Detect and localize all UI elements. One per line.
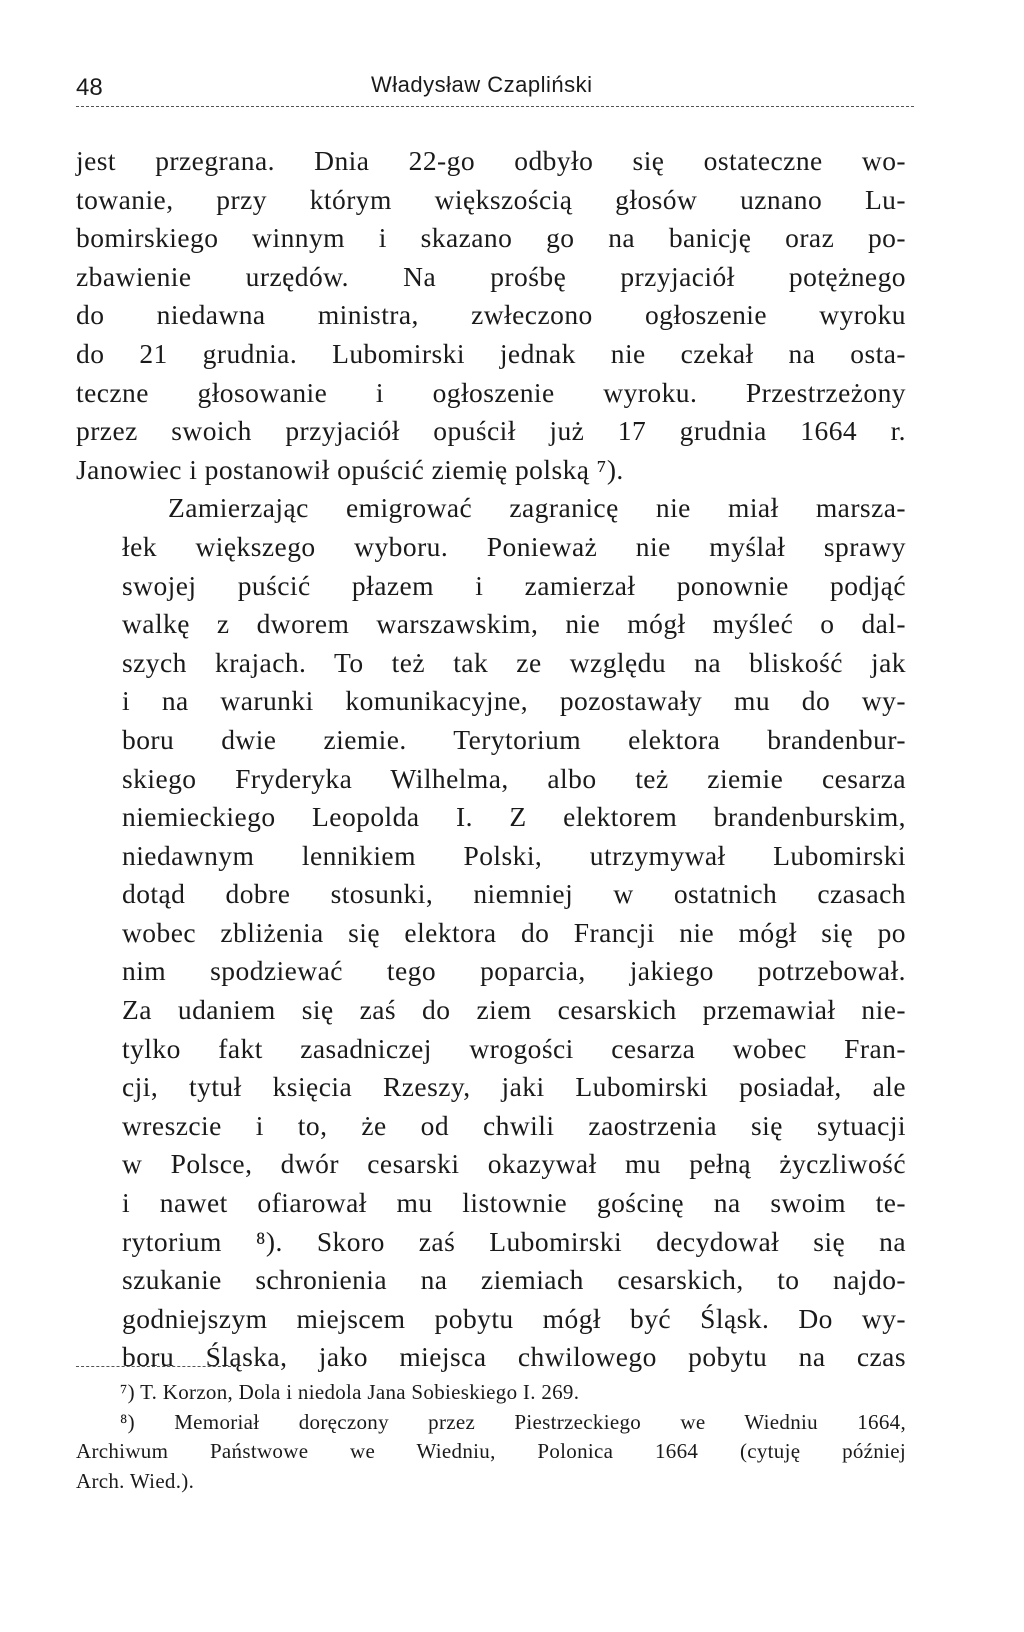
header-rule xyxy=(76,106,914,107)
text-line: wobec zbliżenia się elektora do Francji nie mógł się po xyxy=(122,916,906,948)
text-line: szukanie schronienia na ziemiach cesarskich, to najdo- xyxy=(122,1264,906,1296)
text-line: swojej puścić płazem i zamierzał ponownie podjąć xyxy=(122,569,906,601)
text-line: szych krajach. To też tak ze względu na bliskość jak xyxy=(122,646,906,678)
paragraph-1 xyxy=(76,142,906,489)
text-line: niemieckiego Leopolda I. Z elektorem brandenburskim, xyxy=(122,801,906,833)
text-line: rytorium ⁸). Skoro zaś Lubomirski decydował się na xyxy=(122,1225,906,1257)
text-line: walkę z dworem warszawskim, nie mógł myśleć o dal- xyxy=(122,608,906,640)
footnote-8 xyxy=(76,1408,906,1497)
text-line: przez swoich przyjaciół opuścił już 17 grudnia 1664 r. xyxy=(76,415,906,447)
text-line: jest przegrana. Dnia 22-go odbyło się ostateczne wo- xyxy=(76,145,906,176)
text-line: zbawienie urzędów. Na prośbę przyjaciół potężnego xyxy=(76,260,906,292)
text-line: niedawnym lennikiem Polski, utrzymywał Lubomirski xyxy=(122,839,906,871)
text-line: towanie, przy którym większością głosów uznano Lu- xyxy=(76,183,906,215)
text-line: cji, tytuł księcia Rzeszy, jaki Lubomirski posiadał, ale xyxy=(122,1071,906,1103)
footnote-line: ⁷) T. Korzon, Dola i niedola Jana Sobieskiego I. 269. xyxy=(120,1380,580,1404)
text-line: i nawet ofiarował mu listownie gościnę na swoim te- xyxy=(122,1187,906,1219)
text-line: do niedawna ministra, zwłeczono ogłoszenie wyroku xyxy=(76,299,906,331)
text-line: godniejszym miejscem pobytu mógł być Śląsk. Do wy- xyxy=(122,1302,906,1334)
page-header xyxy=(76,64,914,104)
text-line: i na warunki komunikacyjne, pozostawały mu do wy- xyxy=(122,685,906,717)
footnotes xyxy=(76,1378,906,1496)
text-line: bomirskiego winnym i skazano go na banicję oraz po- xyxy=(76,222,906,254)
text-line: dotąd dobre stosunki, niemniej w ostatnich czasach xyxy=(122,878,906,910)
text-line: w Polsce, dwór cesarski okazywał mu pełną życzliwość xyxy=(122,1148,906,1180)
text-line: teczne głosowanie i ogłoszenie wyroku. Przestrzeżony xyxy=(76,376,906,408)
text-line: tylko fakt zasadniczej wrogości cesarza wobec Fran- xyxy=(122,1032,906,1064)
running-head: Władysław Czapliński xyxy=(371,72,593,97)
footnote-line: Archiwum Państwowe we Wiedniu, Polonica 1664 (cytuję później xyxy=(76,1439,906,1463)
footnote-line: Arch. Wied.). xyxy=(76,1468,195,1493)
text-line: do 21 grudnia. Lubomirski jednak nie czekał na osta- xyxy=(76,337,906,369)
text-line: łek większego wyboru. Ponieważ nie myślał sprawy xyxy=(122,530,906,562)
footnote-7 xyxy=(76,1378,906,1408)
text-line: Za udaniem się zaś do ziem cesarskich przemawiał nie- xyxy=(122,994,906,1026)
body-text xyxy=(76,142,906,1377)
page-number: 48 xyxy=(76,74,103,101)
text-line: skiego Fryderyka Wilhelma, albo też ziemie cesarza xyxy=(122,762,906,794)
text-line: nim spodziewać tego poparcia, jakiego potrzebował. xyxy=(122,955,906,987)
paragraph-2 xyxy=(76,489,906,1377)
footnote-rule xyxy=(76,1366,236,1367)
text-line: Janowiec i postanowił opuścić ziemię polską ⁷). xyxy=(76,453,624,485)
text-line: boru Śląska, jako miejsca chwilowego pobytu na czas xyxy=(122,1341,906,1373)
text-line: wreszcie i to, że od chwili zaostrzenia się sytuacji xyxy=(122,1109,906,1141)
footnote-line: ⁸) Memoriał doręczony przez Piestrzeckiego we Wiedniu 1664, xyxy=(120,1409,906,1434)
text-line: boru dwie ziemie. Terytorium elektora brandenbur- xyxy=(122,723,906,755)
text-line: Zamierzając emigrować zagranicę nie miał marsza- xyxy=(168,492,906,524)
